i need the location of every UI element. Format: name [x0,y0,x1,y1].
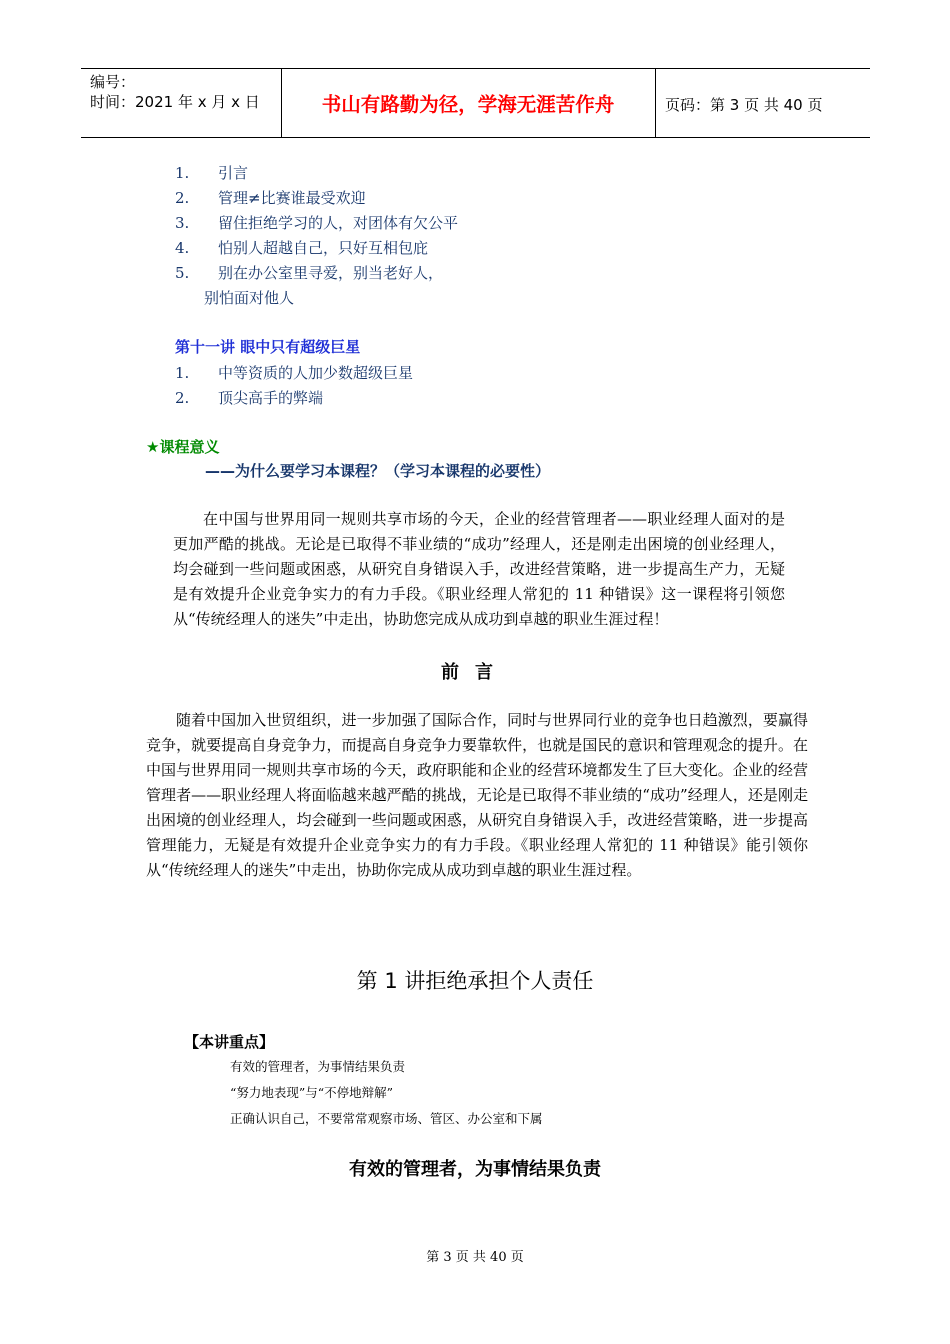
list-item: 3. 留住拒绝学习的人，对团体有欠公平 [175,214,459,232]
preface-paragraph: 随着中国加入世贸组织，进一步加强了国际合作，同时与世界同行业的竞争也日趋激烈，要赢得竞争，就要提高自身竞争力，而提高自身竞争力要靠软件，也就是国民的意识和管理观念的提升。在中国与世界用同一规则共享市场的今天，政府职能和企业的经营环境都发生了巨大变化。企业的经营管理者——职业经理人将面临越来越严酷的挑战，无论是已取得不菲业绩的“成功”经理人，还是刚走出困境的创业经理人，均会碰到一些问题或困惑，从研究自身错误入手，改进经营策略，进一步提高管理能力，无疑是有效提升企业竞争实力的有力手段。《职业经理人常犯的 11 种错误》能引领你从“传统经理人的迷失”中走出，协助你完成从成功到卓越的职业生涯过程。 [146,711,808,879]
header-meta [90,72,260,112]
page-footer: 第 3 页 共 40 页 [426,1250,524,1265]
header-motto: 书山有路勤为径，学海无涯苦作舟 [321,93,615,116]
list-item: 4. 怕别人超越自己，只好互相包庇 [175,239,429,257]
list-item: 2. 管理≠比赛谁最受欢迎 [175,189,366,207]
header-date: 时间：2021 年 x 月 x 日 [90,93,260,111]
course-meaning-title: ★课程意义 [146,438,220,456]
key-point-item: 正确认识自己，不要常常观察市场、管区、办公室和下属 [230,1111,543,1126]
course-meaning-subtitle: ——为什么要学习本课程？（学习本课程的必要性） [205,462,551,480]
key-point-item: “努力地表现”与“不停地辩解” [230,1085,394,1100]
header-divider [655,69,656,137]
key-point-item: 有效的管理者，为事情结果负责 [230,1059,406,1074]
list-item: 1. 引言 [175,164,249,182]
key-points-label: 【本讲重点】 [184,1033,275,1051]
list-item: 1. 中等资质的人加少数超级巨星 [175,364,414,382]
lecture-1-title: 第 1 讲拒绝承担个人责任 [356,969,594,993]
header-page-info: 页码：第 3 页 共 40 页 [665,96,823,114]
page-header [81,68,870,138]
list-item-continuation: 别怕面对他人 [204,289,295,307]
preface-title: 前言 [441,662,509,683]
course-meaning-paragraph: 在中国与世界用同一规则共享市场的今天，企业的经营管理者——职业经理人面对的是更加严酷的挑战。无论是已取得不菲业绩的“成功”经理人，还是刚走出困境的创业经理人，均会碰到一些问题或困惑，从研究自身错误入手，改进经营策略，进一步提高生产力，无疑是有效提升企业竞争实力的有力手段。《职业经理人常犯的 11 种错误》这一课程将引领您从“传统经理人的迷失”中走出，协助您完成从成功到卓越的职业生涯过程！ [173,510,785,628]
lecture-11-title: 第十一讲 眼中只有超级巨星 [175,338,361,356]
list-item: 5. 别在办公室里寻爱，别当老好人， [175,264,444,282]
section-title: 有效的管理者，为事情结果负责 [349,1159,601,1180]
list-item: 2. 顶尖高手的弊端 [175,389,324,407]
header-number: 编号： [90,73,136,91]
